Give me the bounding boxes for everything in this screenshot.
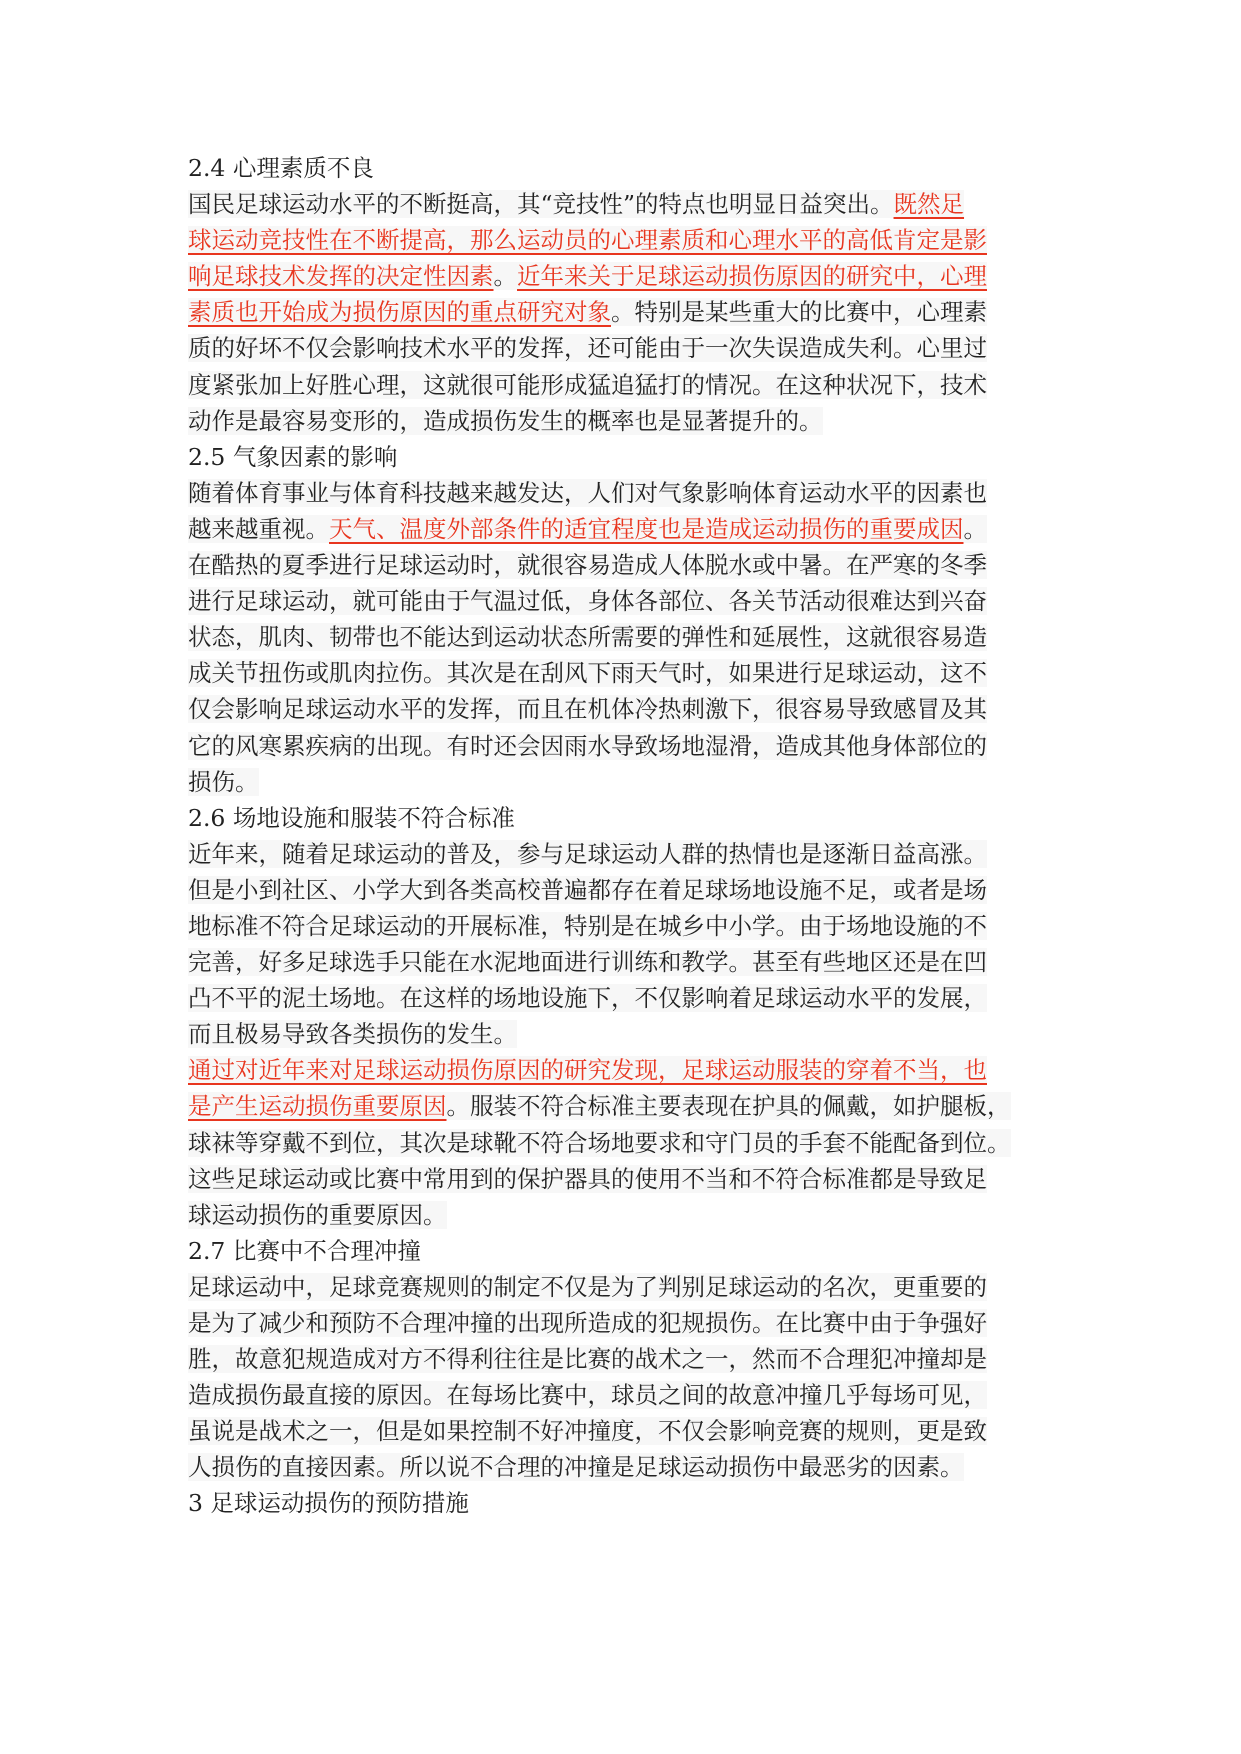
text-segment: 随着体育事业与体育科技越来越发达，人们对气象影响体育运动水平的因素也 bbox=[188, 478, 987, 507]
text-segment: 是为了减少和预防不合理冲撞的出现所造成的犯规损伤。在比赛中由于争强好 bbox=[188, 1309, 987, 1337]
body-text-line bbox=[188, 1088, 1048, 1124]
body-text-line bbox=[188, 403, 1048, 439]
text-segment: 2.6 场地设施和服装不符合标准 bbox=[188, 803, 515, 832]
text-segment: 而且极易导致各类损伤的发生。 bbox=[188, 1020, 517, 1049]
body-text-line bbox=[188, 872, 1048, 908]
body-text-line bbox=[188, 186, 1048, 222]
section-heading bbox=[188, 1233, 1048, 1269]
body-text-line bbox=[188, 836, 1048, 872]
text-segment: 球运动损伤的重要原因。 bbox=[188, 1200, 447, 1229]
body-text-line bbox=[188, 475, 1048, 511]
highlighted-text: 既然足 bbox=[893, 190, 965, 219]
text-segment: 它的风寒累疾病的出现。有时还会因雨水导致场地湿滑，造成其他身体部位的 bbox=[188, 731, 987, 760]
body-text-line bbox=[188, 222, 1048, 258]
highlighted-text: 近年来关于足球运动损伤原因的研究中，心理 bbox=[517, 262, 987, 291]
text-segment: 。 bbox=[963, 514, 987, 543]
text-segment: 这些足球运动或比赛中常用到的保护器具的使用不当和不符合标准都是导致足 bbox=[188, 1164, 987, 1193]
text-segment: 成关节扭伤或肌肉拉伤。其次是在刮风下雨天气时，如果进行足球运动，这不 bbox=[188, 659, 987, 688]
highlighted-text: 素质也开始成为损伤原因的重点研究对象 bbox=[188, 298, 611, 327]
highlighted-text: 球运动竞技性在不断提高，那么运动员的心理素质和心理水平的高低肯定是影 bbox=[188, 226, 987, 255]
text-segment: 足球运动中，足球竞赛规则的制定不仅是为了判别足球运动的名次，更重要的 bbox=[188, 1272, 987, 1301]
body-text-line bbox=[188, 547, 1048, 583]
section-heading bbox=[188, 800, 1048, 836]
text-segment: 地标准不符合足球运动的开展标准，特别是在城乡中小学。由于场地设施的不 bbox=[188, 911, 987, 940]
highlighted-text: 响足球技术发挥的决定性因素 bbox=[188, 262, 494, 291]
body-text-line bbox=[188, 728, 1048, 764]
text-segment: 状态，肌肉、韧带也不能达到运动状态所需要的弹性和延展性，这就很容易造 bbox=[188, 623, 987, 652]
text-segment: 虽说是战术之一，但是如果控制不好冲撞度，不仅会影响竞赛的规则，更是致 bbox=[188, 1417, 987, 1446]
text-segment: 仅会影响足球运动水平的发挥，而且在机体冷热刺激下，很容易导致感冒及其 bbox=[188, 695, 987, 724]
text-segment: 质的好坏不仅会影响技术水平的发挥，还可能由于一次失误造成失利。心里过 bbox=[188, 334, 987, 363]
body-text-line bbox=[188, 1341, 1048, 1377]
highlighted-text: 是产生运动损伤重要原因 bbox=[188, 1092, 447, 1121]
body-text-line bbox=[188, 619, 1048, 655]
section-heading bbox=[188, 1485, 1048, 1521]
body-text-line bbox=[188, 367, 1048, 403]
body-text-line bbox=[188, 1305, 1048, 1341]
body-text-line bbox=[188, 1125, 1048, 1161]
body-text-line bbox=[188, 1197, 1048, 1233]
section-heading bbox=[188, 439, 1048, 475]
body-text-line bbox=[188, 1413, 1048, 1449]
text-segment: 。特别是某些重大的比赛中，心理素 bbox=[611, 298, 987, 327]
text-segment: 。服装不符合标准主要表现在护具的佩戴，如护腿板， bbox=[446, 1092, 1011, 1121]
text-segment: 动作是最容易变形的，造成损伤发生的概率也是显著提升的。 bbox=[188, 406, 823, 435]
text-segment: 人损伤的直接因素。所以说不合理的冲撞是足球运动损伤中最恶劣的因素。 bbox=[188, 1453, 964, 1482]
body-text-line bbox=[188, 583, 1048, 619]
body-text-line bbox=[188, 764, 1048, 800]
text-segment: 进行足球运动，就可能由于气温过低，身体各部位、各关节活动很难达到兴奋 bbox=[188, 587, 987, 616]
body-text-line bbox=[188, 330, 1048, 366]
text-segment: 越来越重视。 bbox=[188, 514, 329, 543]
highlighted-text: 通过对近年来对足球运动损伤原因的研究发现，足球运动服装的穿着不当，也 bbox=[188, 1056, 987, 1085]
text-segment: 。 bbox=[493, 262, 517, 291]
text-segment: 完善，好多足球选手只能在水泥地面进行训练和教学。甚至有些地区还是在凹 bbox=[188, 948, 987, 977]
body-text-line bbox=[188, 908, 1048, 944]
text-segment: 3 足球运动损伤的预防措施 bbox=[188, 1489, 469, 1518]
body-text-line bbox=[188, 1016, 1048, 1052]
text-segment: 凸不平的泥土场地。在这样的场地设施下，不仅影响着足球运动水平的发展， bbox=[188, 984, 987, 1013]
body-text-line bbox=[188, 655, 1048, 691]
text-segment: 损伤。 bbox=[188, 767, 259, 796]
text-segment: 在酷热的夏季进行足球运动时，就很容易造成人体脱水或中暑。在严寒的冬季 bbox=[188, 551, 987, 580]
body-text-line bbox=[188, 944, 1048, 980]
text-segment: 球袜等穿戴不到位，其次是球靴不符合场地要求和守门员的手套不能配备到位。 bbox=[188, 1128, 1011, 1157]
body-text-line bbox=[188, 1161, 1048, 1197]
text-segment: 胜，故意犯规造成对方不得利往往是比赛的战术之一，然而不合理犯冲撞却是 bbox=[188, 1345, 987, 1374]
section-heading bbox=[188, 150, 1048, 186]
text-segment: 2.5 气象因素的影响 bbox=[188, 442, 398, 471]
body-text-line bbox=[188, 294, 1048, 330]
body-text-line bbox=[188, 511, 1048, 547]
body-text-line bbox=[188, 1377, 1048, 1413]
body-text-line bbox=[188, 980, 1048, 1016]
text-segment: 2.7 比赛中不合理冲撞 bbox=[188, 1236, 421, 1265]
body-text-line bbox=[188, 691, 1048, 727]
highlighted-text: 天气、温度外部条件的适宜程度也是造成运动损伤的重要成因 bbox=[329, 514, 964, 543]
text-segment: 造成损伤最直接的原因。在每场比赛中，球员之间的故意冲撞几乎每场可见， bbox=[188, 1381, 987, 1410]
text-segment: 2.4 心理素质不良 bbox=[188, 154, 374, 182]
text-segment: 度紧张加上好胜心理，这就很可能形成猛追猛打的情况。在这种状况下，技术 bbox=[188, 370, 987, 399]
body-text-line bbox=[188, 1052, 1048, 1088]
body-text-line bbox=[188, 1269, 1048, 1305]
document-page bbox=[188, 150, 1048, 1522]
body-text-line bbox=[188, 1449, 1048, 1485]
body-text-line bbox=[188, 258, 1048, 294]
text-segment: 国民足球运动水平的不断挺高，其“竞技性”的特点也明显日益突出。 bbox=[188, 190, 894, 219]
text-segment: 但是小到社区、小学大到各类高校普遍都存在着足球场地设施不足，或者是场 bbox=[188, 875, 987, 904]
text-segment: 近年来，随着足球运动的普及，参与足球运动人群的热情也是逐渐日益高涨。 bbox=[188, 839, 987, 868]
